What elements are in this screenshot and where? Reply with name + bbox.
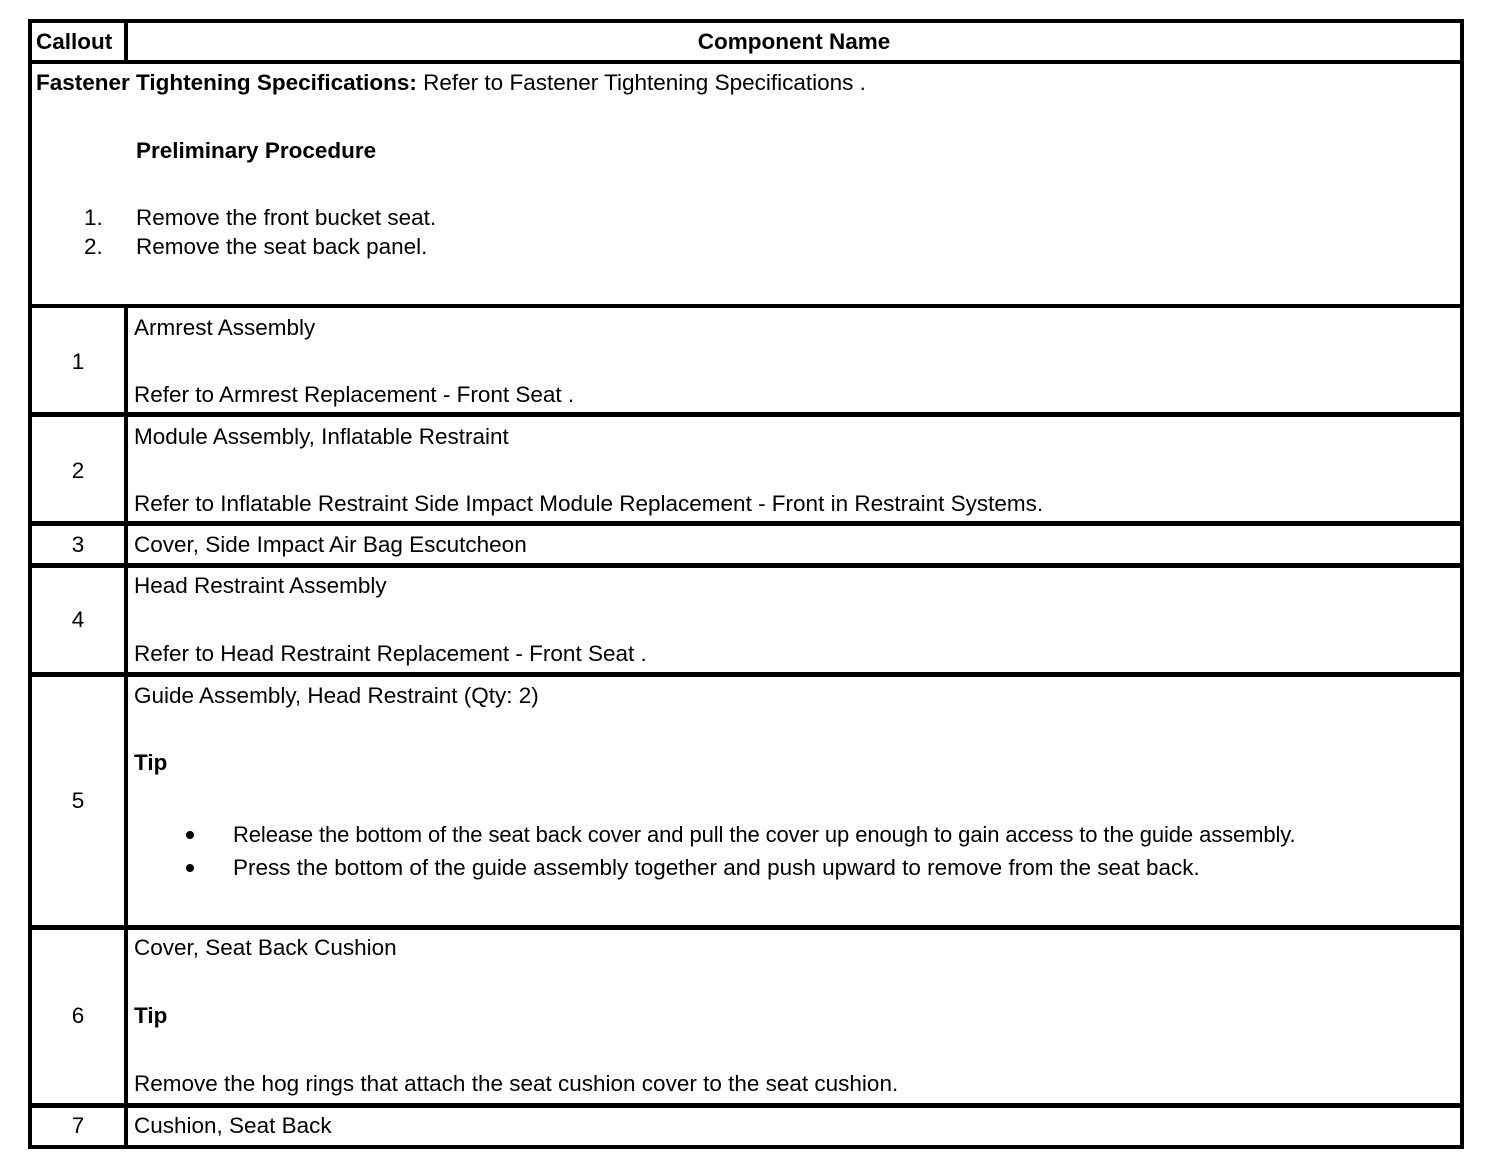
table-row — [28, 673, 1464, 929]
component-name: Cover, Seat Back Cushion — [134, 935, 397, 960]
tip-bullet-text: Press the bottom of the guide assembly together and push upward to remove from the seat back. — [233, 855, 1200, 880]
callout-number: 7 — [71, 1113, 85, 1138]
step-number: 1. — [84, 205, 103, 230]
callout-number: 6 — [71, 1003, 85, 1028]
preliminary-section — [28, 60, 1464, 308]
column-divider — [124, 926, 128, 1107]
callout-number: 2 — [71, 458, 85, 483]
column-divider — [124, 413, 128, 525]
step-text: Remove the seat back panel. — [136, 234, 428, 259]
bullet-icon — [186, 831, 194, 839]
step-text: Remove the front bucket seat. — [136, 205, 437, 230]
callout-number: 5 — [71, 788, 85, 813]
tip-bullet-text: Release the bottom of the seat back cover and pull the cover up enough to gain access to the guide assembly. — [233, 822, 1296, 847]
bullet-icon — [186, 864, 194, 872]
component-reference: Refer to Inflatable Restraint Side Impact Module Replacement - Front in Restraint Systems. — [134, 491, 1044, 516]
preliminary-heading: Preliminary Procedure — [136, 138, 377, 163]
column-divider — [124, 564, 128, 676]
tip-heading: Tip — [134, 1003, 168, 1028]
header-callout: Callout — [36, 29, 113, 54]
column-divider — [124, 673, 128, 929]
component-name: Head Restraint Assembly — [134, 573, 387, 598]
component-name: Armrest Assembly — [134, 315, 316, 340]
component-name: Cushion, Seat Back — [134, 1113, 332, 1138]
callout-number: 3 — [71, 532, 85, 557]
callout-number: 1 — [71, 349, 85, 374]
tip-heading: Tip — [134, 750, 168, 775]
component-name: Module Assembly, Inflatable Restraint — [134, 424, 509, 449]
fastener-spec-label: Fastener Tightening Specifications: — [36, 70, 417, 95]
step-number: 2. — [84, 234, 103, 259]
fastener-spec-line — [36, 70, 866, 96]
callout-number: 4 — [71, 607, 85, 632]
component-reference: Refer to Armrest Replacement - Front Seat . — [134, 382, 575, 407]
component-reference: Remove the hog rings that attach the seat cushion cover to the seat cushion. — [134, 1071, 899, 1096]
fastener-spec-text: Refer to Fastener Tightening Specifications . — [416, 70, 866, 95]
header-component-name: Component Name — [697, 29, 891, 54]
column-divider — [124, 522, 128, 567]
component-reference: Refer to Head Restraint Replacement - Front Seat . — [134, 641, 647, 666]
component-name: Cover, Side Impact Air Bag Escutcheon — [134, 532, 527, 557]
component-name: Guide Assembly, Head Restraint (Qty: 2) — [134, 683, 539, 708]
column-divider — [124, 304, 128, 416]
column-divider — [124, 1104, 128, 1149]
